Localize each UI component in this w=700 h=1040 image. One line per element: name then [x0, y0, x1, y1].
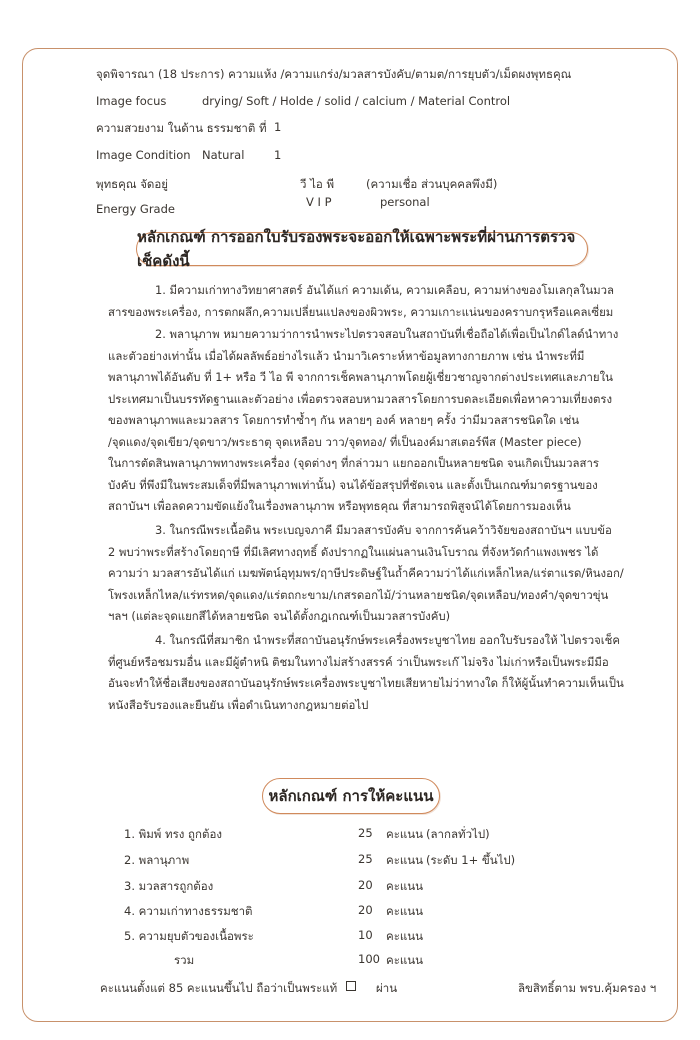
score-row — [124, 878, 574, 902]
criteria-line: จุดพิจารณา (18 ประการ) ความแห้ง /ความแกร่ง/มวลสารบังคับ/ตามต/การยุบตัว/เม็ดผงพุทธคุณ — [96, 67, 572, 81]
paragraph-line: บังคับ ที่พึงมีในพระสมเด็จที่มีพลานุภาพเท่านั้น) จนได้ข้อสรุปที่ชัดเจน และตั้งเป็นเกณฑ์มาตรฐานของ — [108, 477, 598, 492]
score-unit: คะแนน — [386, 904, 424, 918]
score-label: 3. มวลสารถูกต้อง — [124, 879, 214, 893]
vip-thai: วี ไอ พี — [300, 177, 335, 191]
energy-grade-label: Energy Grade — [96, 202, 175, 216]
score-note: (ระดับ 1+ ขึ้นไป) — [426, 853, 516, 867]
vip-en: V I P — [306, 195, 332, 209]
image-focus-value: drying/ Soft / Holde / solid / calcium / Material Control — [202, 94, 511, 108]
score-points: 20 — [358, 903, 373, 917]
beauty-label: ความสวยงาม ในด้าน ธรรมชาติ ที่ — [96, 121, 267, 135]
score-points: 25 — [358, 852, 373, 866]
paragraph-line: ของพลานุภาพและมวลสาร โดยการทำซ้ำๆ กัน หลายๆ องค์ หลายๆ ครั้ง ว่ามีมวลสารชนิดใด เช่น — [108, 413, 580, 427]
paragraph-line: ที่ศูนย์หรือชมรมอื่น และมีผู้ตำหนิ ติชมในทางไม่สร้างสรรค์ ว่าเป็นพระเก๊ ไม่จริง ไม่เก่าหรือเป็นพระมีมือ — [108, 654, 609, 669]
condition-value: Natural — [202, 148, 245, 162]
condition-number: 1 — [274, 148, 282, 162]
beauty-value: 1 — [274, 120, 282, 134]
belief-thai: (ความเชื่อ ส่วนบุคคลพึงมี) — [366, 177, 498, 191]
scoring-criteria-title: หลักเกณฑ์ การให้คะแนน — [262, 778, 440, 814]
paragraph-line: 2 พบว่าพระที่สร้างโดยฤาษี ที่มีเลิศทางฤทธิ์ ดังปรากฏในแผ่นลานเงินโบราณ ที่จังหวัดกำแพงเพชร ได้ — [108, 544, 599, 559]
paragraph-line: และตัวอย่างเท่านั้น เมื่อได้ผลลัพธ์อย่างไรแล้ว นำมาวิเคราะห์หาข้อมูลทางกายภาพ เช่น นำพระที่มี — [108, 348, 585, 363]
paragraph-line: หนังสือรับรองและยืนยัน เพื่อดำเนินทางกฎหมายต่อไป — [108, 697, 369, 712]
copyright-note: ลิขสิทธิ์ตาม พรบ.คุ้มครอง ฯ — [518, 981, 657, 995]
score-label: 1. พิมพ์ ทรง ถูกต้อง — [124, 827, 222, 841]
condition-label: Image Condition — [96, 148, 191, 162]
score-total-points: 100 — [358, 952, 380, 966]
paragraph-line: โพรงเหล็กไหล/แร่ทรหด/จุดแดง/แร่ตถกะขาม/เกสรดอกไม้/ว่านหลายชนิด/จุดเหลือบ/ทองคำ/จุดขาวขุ่น — [108, 587, 609, 602]
score-row — [124, 928, 574, 952]
pass-checkbox[interactable] — [346, 981, 356, 991]
score-label: 5. ความยุบตัวของเนื้อพระ — [124, 929, 254, 943]
score-points: 25 — [358, 826, 373, 840]
certification-criteria-title: หลักเกณฑ์ การออกใบรับรองพระจะออกให้เฉพาะพระที่ผ่านการตรวจเช็คดังนี้ — [136, 232, 588, 266]
personal-en: personal — [380, 195, 430, 209]
score-unit: คะแนน — [386, 929, 424, 943]
paragraph-line: /จุดแดง/จุดเขียว/จุดขาว/พระธาตุ จุดเหลือบ วาว/จุดทอง/ ที่เป็นองค์มาสเตอร์พีส (Master piece) — [108, 434, 582, 449]
paragraph-2 — [108, 324, 628, 518]
score-unit: คะแนน — [386, 827, 424, 841]
score-row — [124, 852, 574, 876]
paragraph-line: พลานุภาพได้อันดับ ที่ 1+ หรือ วี ไอ พี จากการเช็คพลานุภาพโดยผู้เชี่ยวชาญจากต่างประเทศและภายใน — [108, 370, 613, 384]
score-points: 10 — [358, 928, 373, 942]
paragraph-1 — [108, 280, 628, 323]
score-points: 20 — [358, 878, 373, 892]
paragraph-line: ในการตัดสินพลานุภาพทางพระเครื่อง (จุดต่างๆ ที่กล่าวมา แยกออกเป็นหลายชนิด จนเกิดเป็นมวลสาร — [108, 456, 599, 470]
score-note: (ลากลทั่วไป) — [426, 827, 490, 841]
paragraph-line: 1. มีความเก่าทางวิทยาศาสตร์ อันได้แก่ ความเด้น, ความเคลือบ, ความห่างของโมเลกุลในมวล — [155, 283, 615, 297]
paragraph-3 — [108, 520, 628, 628]
pass-rule: คะแนนตั้งแต่ 85 คะแนนขึ้นไป ถือว่าเป็นพระแท้ — [100, 981, 338, 995]
image-focus-label: Image focus — [96, 94, 167, 108]
paragraph-line: อันจะทำให้ชื่อเสียงของสถาบันอนุรักษ์พระเครื่องพระบูชาไทยเสียหายไม่ว่าทางใด ก็ให้ผู้นั้นทำความเห็นเป็น — [108, 676, 624, 690]
pass-label: ผ่าน — [376, 981, 398, 995]
score-total-row — [124, 952, 574, 976]
paragraph-line: สถาบันฯ เพื่อลดความขัดแย้งในเรื่องพลานุภาพ หรือพุทธคุณ ที่สามารถพิสูจน์ได้โดยการมองเห็น — [108, 499, 571, 513]
score-unit: คะแนน — [386, 853, 424, 867]
paragraph-line: ความว่า มวลสารอันได้แก่ เมฆพัตน์อุทุมพร/ฤาษีประดิษฐ์ในถ้ำคีความว่าได้แก่เหล็กไหล/แร่ตาแรด/หินงอก/ — [108, 566, 624, 580]
score-total-label: รวม — [174, 953, 195, 967]
paragraph-line: สารของพระเครื่อง, การตกผลึก,ความเปลี่ยนแปลงของผิวพระ, ความเกาะแน่นของคราบกรุหรือแคลเซี่ยม — [108, 304, 614, 319]
paragraph-line: 4. ในกรณีที่สมาชิก นำพระที่สถาบันอนุรักษ์พระเครื่องพระบูชาไทย ออกใบรับรองให้ ไปตรวจเช็ค — [155, 633, 621, 647]
score-total-unit: คะแนน — [386, 953, 424, 967]
paragraph-line: ประเทศมาเป็นบรรทัดฐานและตัวอย่าง เพื่อตรวจสอบหามวลสารโดยการบดละเอียดเพื่อหาความเที่ยงตรง — [108, 391, 613, 406]
score-unit: คะแนน — [386, 879, 424, 893]
score-label: 4. ความเก่าทางธรรมชาติ — [124, 904, 253, 918]
paragraph-line: ฯลฯ (แต่ละจุดแยกสีได้หลายชนิด จนได้ตั้งกฎเกณฑ์เป็นมวลสารบังคับ) — [108, 609, 451, 623]
paragraph-4 — [108, 630, 628, 716]
score-label: 2. พลานุภาพ — [124, 853, 190, 867]
score-row — [124, 903, 574, 927]
paragraph-line: 3. ในกรณีพระเนื้อดิน พระเบญจภาคี มีมวลสารบังคับ จากการค้นคว้าวิจัยของสถาบันฯ แบบข้อ — [155, 523, 612, 537]
buddha-label: พุทธคุณ จัดอยู่ — [96, 177, 169, 191]
paragraph-line: 2. พลานุภาพ หมายความว่าการนำพระไปตรวจสอบในสถาบันที่เชื่อถือได้เพื่อเป็นไกด์ไลด์นำทาง — [155, 327, 619, 341]
score-row — [124, 826, 574, 850]
